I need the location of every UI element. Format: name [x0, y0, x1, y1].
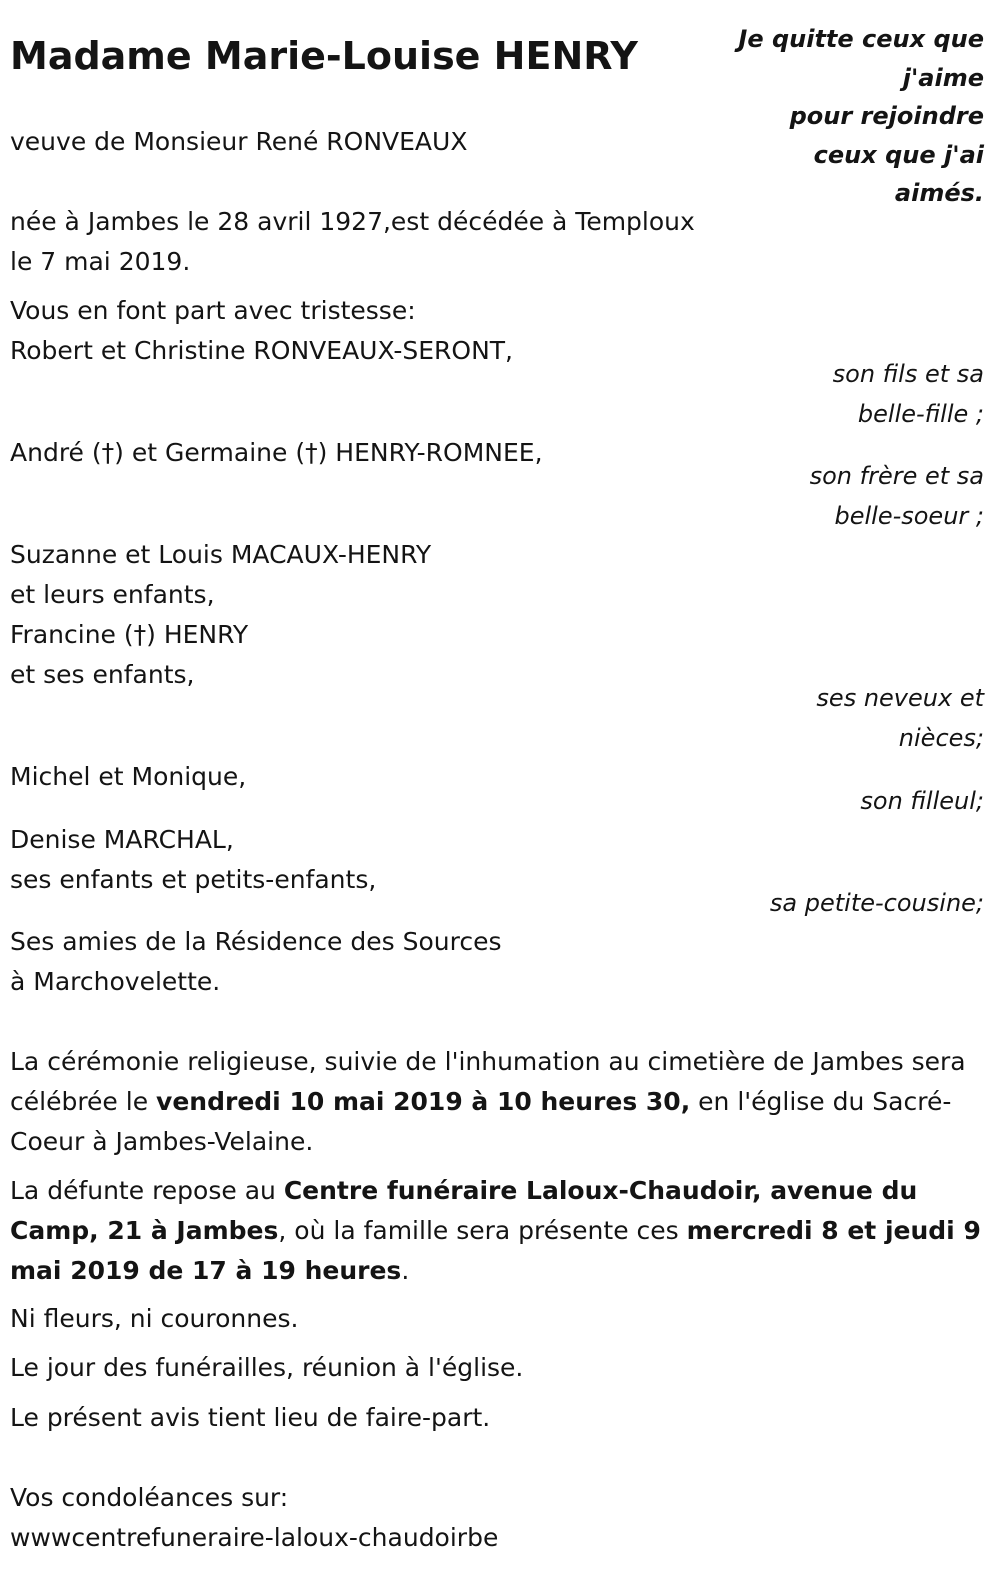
viewing-text: , où la famille sera présente ces — [278, 1216, 687, 1245]
deceased-name: Madame Marie-Louise HENRY — [10, 34, 638, 78]
viewing-text: La défunte repose au — [10, 1176, 284, 1205]
relation-son-1: son fils et sa — [832, 360, 984, 388]
friends-1: Ses amies de la Résidence des Sources — [10, 927, 502, 956]
meeting-note: Le jour des funérailles, réunion à l'église. — [10, 1353, 524, 1382]
condolences-label: Vos condoléances sur: — [10, 1483, 289, 1512]
family-son: Robert et Christine RONVEAUX-SERONT, — [10, 336, 514, 365]
quote-line: ceux que j'ai — [813, 140, 984, 169]
family-cousin-2: ses enfants et petits-enfants, — [10, 865, 377, 894]
ceremony-place: en l'église du Sacré-Coeur à Jambes-Velaine. — [10, 1087, 952, 1156]
relation-brother-1: son frère et sa — [809, 462, 984, 490]
quote-line: aimés. — [894, 179, 984, 207]
birth-death-line-2: le 7 mai 2019. — [10, 247, 191, 276]
quote-line: pour rejoindre — [789, 102, 984, 130]
friends-2: à Marchovelette. — [10, 967, 221, 996]
widow-of: veuve de Monsieur René RONVEAUX — [10, 127, 468, 156]
birth-death-line-1: née à Jambes le 28 avril 1927,est décédée à Temploux — [10, 207, 695, 236]
family-cousin-1: Denise MARCHAL, — [10, 825, 234, 854]
no-flowers: Ni fleurs, ni couronnes. — [10, 1304, 299, 1333]
family-nephews-3: Francine (†) HENRY — [10, 620, 249, 649]
viewing-dates: mercredi 8 et jeudi 9 mai 2019 de 17 à 19 heures — [10, 1216, 981, 1285]
funeral-center: Centre funéraire Laloux-Chaudoir, avenue du Camp, 21 à Jambes — [10, 1176, 918, 1245]
relation-nephews-1: ses neveux et — [816, 684, 984, 712]
epitaph-quote — [738, 20, 984, 213]
relation-brother-2: belle-soeur ; — [834, 502, 984, 530]
notice-note: Le présent avis tient lieu de faire-part. — [10, 1403, 491, 1432]
condolences-url[interactable]: wwwcentrefuneraire-laloux-chaudoirbe — [10, 1523, 499, 1552]
relation-nephews-2: nièces; — [898, 724, 984, 752]
quote-line: j'aime — [902, 63, 984, 92]
viewing-paragraph — [10, 1171, 985, 1291]
relation-cousin: sa petite-cousine; — [769, 889, 984, 917]
family-nephews-1: Suzanne et Louis MACAUX-HENRY — [10, 540, 432, 569]
family-godson: Michel et Monique, — [10, 762, 247, 791]
ceremony-text: La cérémonie religieuse, suivie de l'inhumation au cimetière de Jambes sera célébrée le — [10, 1047, 966, 1116]
relation-godson: son filleul; — [860, 787, 984, 815]
family-brother: André (†) et Germaine (†) HENRY-ROMNEE, — [10, 438, 543, 467]
viewing-text: . — [401, 1256, 410, 1285]
family-nephews-4: et ses enfants, — [10, 660, 195, 689]
ceremony-paragraph — [10, 1042, 985, 1162]
announce-intro: Vous en font part avec tristesse: — [10, 296, 416, 325]
relation-son-2: belle-fille ; — [857, 400, 984, 428]
quote-line: Je quitte ceux que — [738, 25, 984, 53]
ceremony-date: vendredi 10 mai 2019 à 10 heures 30, — [156, 1087, 691, 1116]
family-nephews-2: et leurs enfants, — [10, 580, 215, 609]
